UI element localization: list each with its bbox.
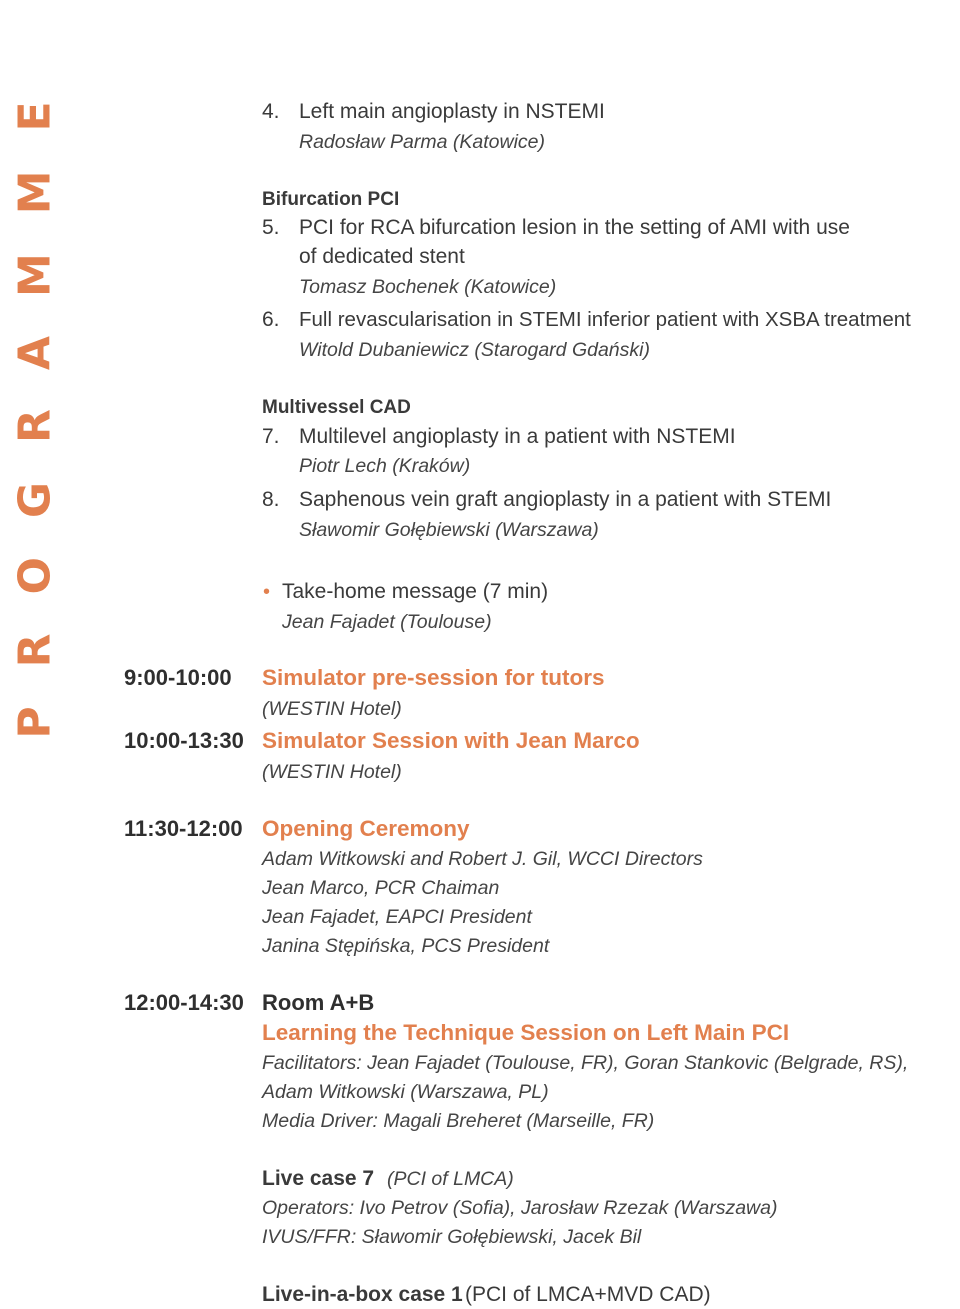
session-4-facilitators-line1: Facilitators: Jean Fajadet (Toulouse, FR), Goran Stankovic (Belgrade, RS), [262, 1052, 909, 1074]
session-2-location: (WESTIN Hotel) [262, 761, 402, 783]
item-5-title-line2: of dedicated stent [299, 245, 465, 268]
item-4-number: 4. [262, 100, 280, 123]
item-5-title-line1: PCI for RCA bifurcation lesion in the setting of AMI with use [299, 216, 850, 239]
session-3-title: Opening Ceremony [262, 816, 470, 841]
live-case-7-ivus: IVUS/FFR: Sławomir Gołębiewski, Jacek Bil [262, 1226, 642, 1248]
session-4-title: Learning the Technique Session on Left Main PCI [262, 1020, 790, 1045]
item-7-speaker: Piotr Lech (Kraków) [299, 455, 471, 477]
live-box-case-1-desc: (PCI of LMCA+MVD CAD) [465, 1283, 711, 1306]
bullet-icon: • [263, 581, 271, 603]
item-8-number: 8. [262, 488, 280, 511]
session-3-person-2: Jean Marco, PCR Chaiman [262, 877, 500, 899]
live-case-7-desc: (PCI of LMCA) [387, 1168, 514, 1190]
item-7-title: Multilevel angioplasty in a patient with NSTEMI [299, 425, 736, 448]
session-3-person-1: Adam Witkowski and Robert J. Gil, WCCI Directors [262, 848, 703, 870]
item-6-speaker: Witold Dubaniewicz (Starogard Gdański) [299, 339, 650, 361]
item-5-speaker: Tomasz Bochenek (Katowice) [299, 276, 557, 298]
item-6-title: Full revascularisation in STEMI inferior patient with XSBA treatment [299, 308, 911, 331]
session-2-time: 10:00-13:30 [124, 728, 244, 753]
session-4-room: Room A+B [262, 990, 375, 1015]
takehome-title: Take-home message (7 min) [282, 580, 549, 603]
session-4-facilitators-line2: Adam Witkowski (Warszawa, PL) [262, 1081, 549, 1103]
live-case-7-label: Live case 7 [262, 1167, 375, 1190]
item-8-title: Saphenous vein graft angioplasty in a patient with STEMI [299, 488, 832, 511]
multivessel-heading: Multivessel CAD [262, 397, 411, 418]
session-1-location: (WESTIN Hotel) [262, 698, 402, 720]
item-4-speaker: Radosław Parma (Katowice) [299, 131, 546, 153]
programme-side-title [0, 0, 90, 800]
session-3-person-4: Janina Stępińska, PCS President [262, 935, 550, 957]
session-1-time: 9:00-10:00 [124, 665, 232, 690]
item-7-number: 7. [262, 425, 280, 448]
session-3-person-3: Jean Fajadet, EAPCI President [262, 906, 532, 928]
live-case-7-operators: Operators: Ivo Petrov (Sofia), Jarosław Rzezak (Warszawa) [262, 1197, 778, 1219]
programme-title-text: PROGRAMME [9, 61, 61, 739]
session-4-time: 12:00-14:30 [124, 990, 244, 1015]
item-4-title: Left main angioplasty in NSTEMI [299, 100, 605, 123]
live-box-case-1-label: Live-in-a-box case 1 [262, 1283, 463, 1306]
session-3-time: 11:30-12:00 [124, 816, 243, 841]
takehome-speaker: Jean Fajadet (Toulouse) [282, 611, 492, 633]
bifurcation-heading: Bifurcation PCI [262, 189, 400, 210]
session-2-title: Simulator Session with Jean Marco [262, 728, 640, 753]
item-8-speaker: Sławomir Gołębiewski (Warszawa) [299, 519, 599, 541]
session-4-media-driver: Media Driver: Magali Breheret (Marseille, FR) [262, 1110, 655, 1132]
item-5-number: 5. [262, 216, 280, 239]
session-1-title: Simulator pre-session for tutors [262, 665, 605, 690]
item-6-number: 6. [262, 308, 280, 331]
